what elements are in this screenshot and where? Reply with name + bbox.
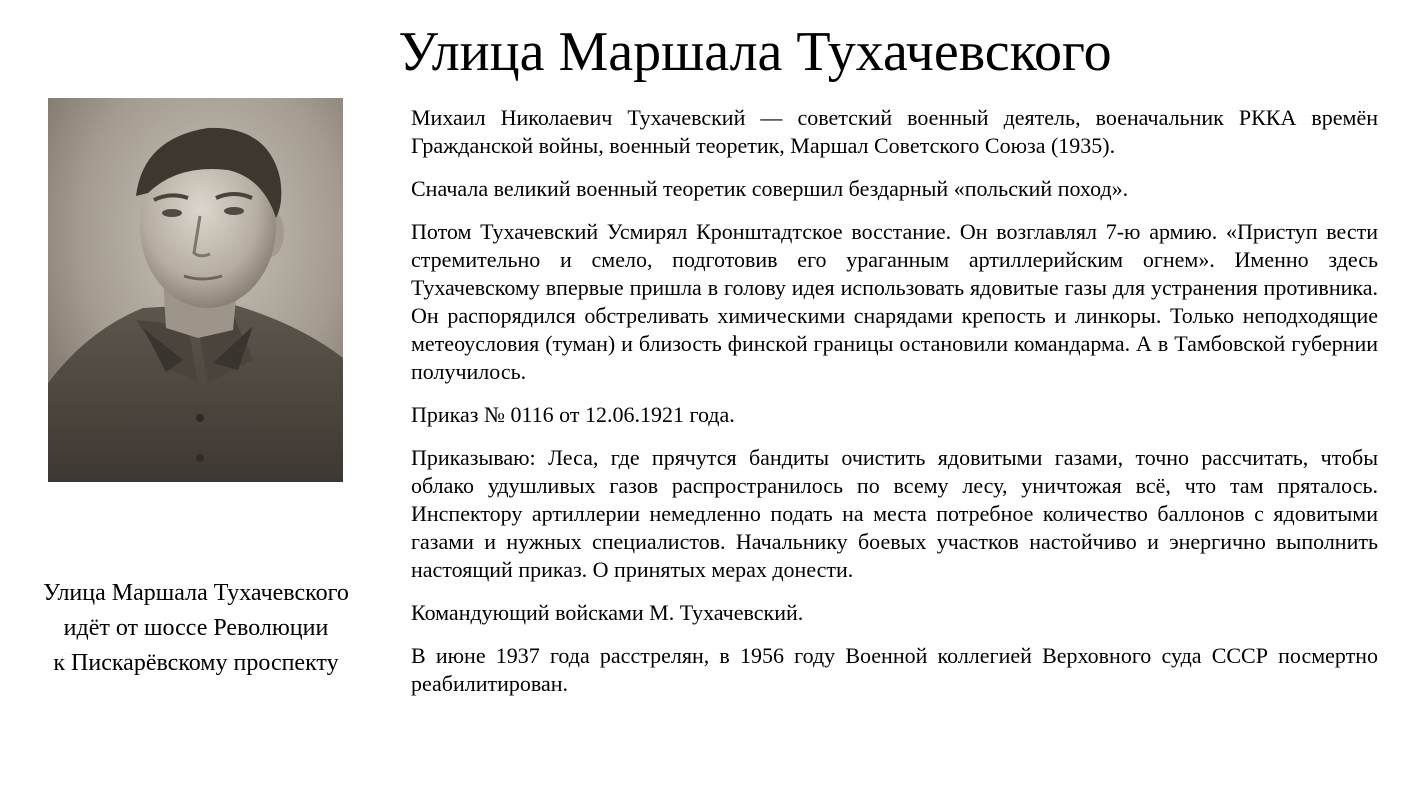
paragraph-intro: Михаил Николаевич Тухачевский — советский военный деятель, военачальник РККА времён Гражданской войны, военный теоретик, Маршал Советского Союза (1935). xyxy=(411,105,1378,158)
paragraph-polish-campaign: Сначала великий военный теоретик совершил бездарный «польский поход». xyxy=(411,176,1129,201)
page-title: Улица Маршала Тухачевского xyxy=(398,21,1112,83)
paragraph-order-number: Приказ № 0116 от 12.06.1921 года. xyxy=(411,402,735,427)
paragraph-kronstadt: Потом Тухачевский Усмирял Кронштадтское восстание. Он возглавлял 7-ю армию. «Приступ вести стремительно и смело, подготовив его ураганным артиллерийским огнем». Именно здесь Тухачевскому впервые пришла в голову идея использовать ядовитые газы для устранения противника. Он распорядился обстреливать химическими снарядами крепость и линкоры. Только неподходящие метеоусловия (туман) и близость финской границы остановили командарма. А в Тамбовской губернии получилось. xyxy=(411,219,1378,384)
paragraph-execution: В июне 1937 года расстрелян, в 1956 году Военной коллегией Верховного суда СССР посмертно реабилитирован. xyxy=(411,643,1378,696)
portrait-image xyxy=(48,98,343,482)
caption-line-1: Улица Маршала Тухачевского xyxy=(43,580,349,606)
paragraph-signature: Командующий войсками М. Тухачевский. xyxy=(411,600,804,625)
biography-text xyxy=(411,104,1378,713)
portrait-photo xyxy=(48,98,343,482)
street-caption xyxy=(0,576,392,681)
caption-line-3: к Пискарёвскому проспекту xyxy=(53,650,339,676)
paragraph-order-text: Приказываю: Леса, где прячутся бандиты очистить ядовитыми газами, точно рассчитать, чтобы облако удушливых газов распространилось по всему лесу, уничтожая всё, что там пряталось. Инспектору артиллерии немедленно подать на места потребное количество баллонов с ядовитыми газами и нужных специалистов. Начальнику боевых участков настойчиво и энергично выполнить настоящий приказ. О принятых мерах донести. xyxy=(411,445,1378,582)
caption-line-2: идёт от шоссе Революции xyxy=(63,615,329,641)
